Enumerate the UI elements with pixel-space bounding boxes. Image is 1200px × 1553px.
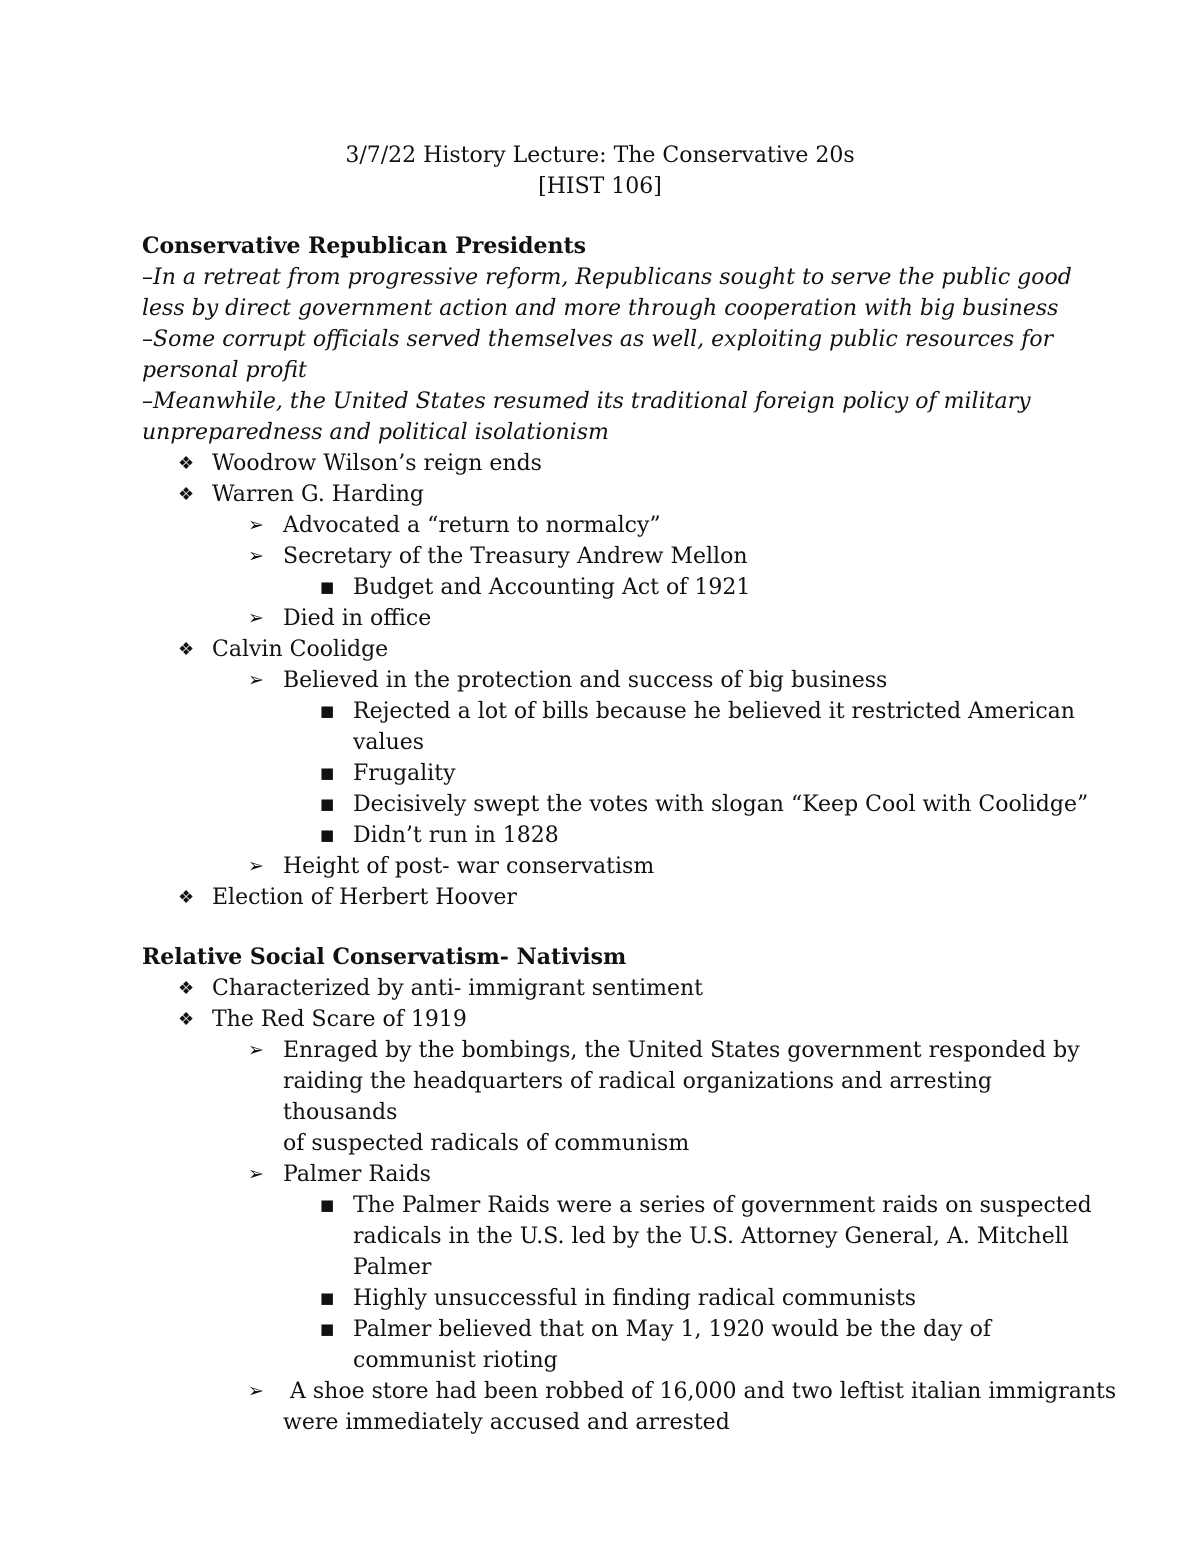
diamond-bullet-icon: ❖ xyxy=(178,639,195,660)
course-code: [HIST 106] xyxy=(538,174,662,199)
list-item: ■ Frugality xyxy=(142,758,1092,789)
diamond-bullet-icon: ❖ xyxy=(178,484,195,505)
coolidge-sublist xyxy=(142,851,1092,882)
list-item: ■ Decisively swept the votes with slogan “Keep Cool with Coolidge” xyxy=(142,789,1092,820)
section-intro xyxy=(142,262,1092,448)
palmer-raids-sublist xyxy=(142,1190,1092,1376)
list-item: ➢ Believed in the protection and success of big business xyxy=(142,665,1092,696)
list-item: ❖ Election of Herbert Hoover xyxy=(142,882,1092,913)
square-bullet-icon: ■ xyxy=(320,578,335,596)
president-list xyxy=(142,448,1092,510)
diamond-bullet-icon: ❖ xyxy=(178,978,195,999)
diamond-bullet-icon: ❖ xyxy=(178,887,195,908)
list-item: ❖ Characterized by anti- immigrant sentiment xyxy=(142,973,1092,1004)
arrow-bullet-icon: ➢ xyxy=(248,514,264,536)
square-bullet-icon: ■ xyxy=(320,795,335,813)
intro-line: personal profit xyxy=(142,358,307,383)
list-item: ■ Palmer believed that on May 1, 1920 would be the day of communist rioting xyxy=(142,1314,1092,1376)
arrow-bullet-icon: ➢ xyxy=(248,545,264,567)
president-list xyxy=(142,882,1092,913)
list-item: ❖ The Red Scare of 1919 xyxy=(142,1004,1092,1035)
square-bullet-icon: ■ xyxy=(320,1320,335,1338)
list-item: ❖ Woodrow Wilson’s reign ends xyxy=(142,448,1092,479)
arrow-bullet-icon: ➢ xyxy=(248,1163,264,1185)
arrow-bullet-icon: ➢ xyxy=(248,855,264,877)
list-item: ■ The Palmer Raids were a series of government raids on suspected radicals in the U.S. led by the U.S. Attorney General, A. Mitchell Palmer xyxy=(142,1190,1092,1283)
list-item: ➢ Height of post- war conservatism xyxy=(142,851,1092,882)
coolidge-sublist xyxy=(142,665,1092,696)
square-bullet-icon: ■ xyxy=(320,764,335,782)
harding-sublist xyxy=(142,603,1092,634)
diamond-bullet-icon: ❖ xyxy=(178,1009,195,1030)
arrow-bullet-icon: ➢ xyxy=(248,669,264,691)
section-conservative-presidents xyxy=(142,231,1092,913)
list-item: ■ Highly unsuccessful in finding radical communists xyxy=(142,1283,1092,1314)
intro-line: –Meanwhile, the United States resumed its traditional foreign policy of military xyxy=(142,389,1031,414)
arrow-bullet-icon: ➢ xyxy=(248,607,264,629)
section-heading: Conservative Republican Presidents xyxy=(142,233,587,259)
nativism-list xyxy=(142,973,1092,1035)
square-bullet-icon: ■ xyxy=(320,702,335,720)
intro-line: –Some corrupt officials served themselves as well, exploiting public resources for xyxy=(142,327,1054,352)
mellon-sublist xyxy=(142,572,1092,603)
square-bullet-icon: ■ xyxy=(320,1196,335,1214)
intro-line: less by direct government action and more through cooperation with big business xyxy=(142,296,1059,321)
list-item: ➢ Advocated a “return to normalcy” xyxy=(142,510,1092,541)
list-item: ➢ Palmer Raids xyxy=(142,1159,1092,1190)
list-item: ■ Rejected a lot of bills because he believed it restricted American values xyxy=(142,696,1092,758)
square-bullet-icon: ■ xyxy=(320,826,335,844)
list-item: ➢ Secretary of the Treasury Andrew Mellon xyxy=(142,541,1092,572)
diamond-bullet-icon: ❖ xyxy=(178,453,195,474)
coolidge-business-sublist xyxy=(142,696,1092,851)
intro-line: –In a retreat from progressive reform, Republicans sought to serve the public good xyxy=(142,265,1072,290)
list-item: ■ Budget and Accounting Act of 1921 xyxy=(142,572,1092,603)
red-scare-sublist xyxy=(142,1376,1117,1438)
list-item: ➢ Enraged by the bombings, the United States government responded by raiding the headquarters of radical organizations and arresting thousands of suspected radicals of communism xyxy=(142,1035,1092,1159)
square-bullet-icon: ■ xyxy=(320,1289,335,1307)
red-scare-sublist xyxy=(142,1035,1092,1190)
list-item: ■ Didn’t run in 1828 xyxy=(142,820,1092,851)
arrow-bullet-icon: ➢ xyxy=(248,1380,264,1402)
list-item: ❖ Calvin Coolidge xyxy=(142,634,1092,665)
president-list xyxy=(142,634,1092,665)
list-item: ❖ Warren G. Harding xyxy=(142,479,1092,510)
list-item: ➢ A shoe store had been robbed of 16,000 and two leftist italian immigrants were immediately accused and arrested xyxy=(142,1376,1092,1438)
section-nativism xyxy=(142,942,1117,1438)
document-title: 3/7/22 History Lecture: The Conservative 20s xyxy=(345,143,855,168)
arrow-bullet-icon: ➢ xyxy=(248,1039,264,1061)
section-heading: Relative Social Conservatism- Nativism xyxy=(142,944,627,970)
intro-line: unpreparedness and political isolationism xyxy=(142,420,609,445)
list-item: ➢ Died in office xyxy=(142,603,1092,634)
harding-sublist xyxy=(142,510,1092,572)
